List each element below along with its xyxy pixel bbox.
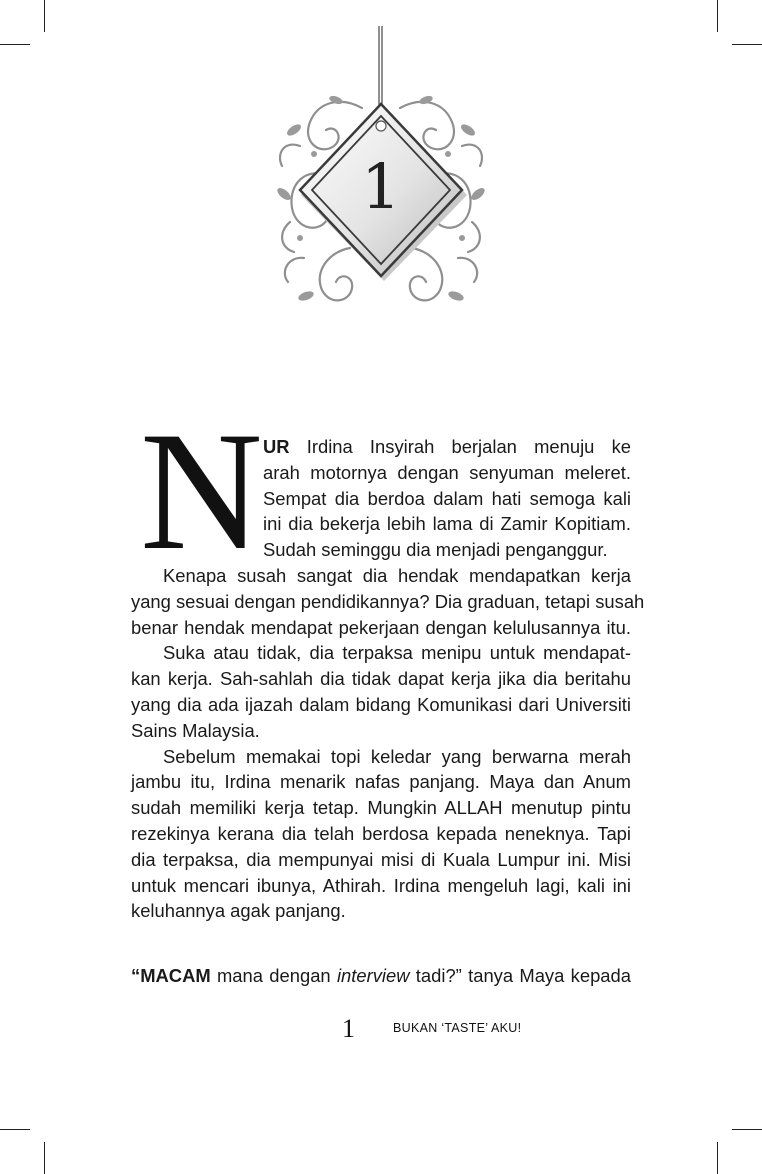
- text-line: dia terpaksa, dia mempunyai misi di Kuala Lumpur ini. Misi: [131, 848, 631, 870]
- text-line: yang dia ada ijazah dalam bidang Komunikasi dari Universiti: [131, 693, 631, 715]
- drop-cap: N: [140, 397, 263, 585]
- chapter-number: 1: [361, 150, 401, 223]
- dialogue-line: “MACAM mana dengan interview tadi?” tanya Maya kepada: [131, 965, 631, 986]
- crop-mark-bottom-right-vertical: [717, 1142, 718, 1174]
- text-line: Kenapa susah sangat dia hendak mendapatkan kerja: [163, 564, 631, 586]
- crop-mark-top-right-horizontal: [732, 44, 762, 45]
- text-line: Suka atau tidak, dia terpaksa menipu untuk mendapat-: [163, 642, 631, 664]
- crop-mark-top-left-horizontal: [0, 44, 30, 45]
- page-number: 1: [342, 1014, 355, 1043]
- text-line: arah motornya dengan senyuman meleret.: [263, 461, 631, 483]
- text-line: Sempat dia berdoa dalam hati semoga kali: [263, 487, 631, 509]
- hanging-string: [379, 26, 382, 106]
- text-line: kan kerja. Sah-sahlah dia tidak dapat kerja jika dia beritahu: [131, 668, 631, 690]
- tag-hole: [376, 121, 386, 131]
- text-line: UR Irdina Insyirah berjalan menuju ke: [263, 436, 631, 457]
- running-title: BUKAN ‘TASTE’ AKU!: [393, 1021, 522, 1035]
- crop-mark-bottom-right-horizontal: [732, 1129, 762, 1130]
- dialogue-lead-word: “MACAM: [131, 965, 211, 986]
- crop-mark-top-right-vertical: [717, 0, 718, 32]
- text-line: rezekinya kerana dia telah berdosa kepada neneknya. Tapi: [131, 822, 631, 844]
- text-line: keluhannya agak panjang.: [131, 900, 346, 922]
- text-line: untuk mencari ibunya, Athirah. Irdina mengeluh lagi, kali ini: [131, 874, 631, 896]
- body-text: [131, 434, 645, 924]
- text-line: Sudah seminggu dia menjadi penganggur.: [263, 539, 608, 561]
- text-line: sudah memiliki kerja tetap. Mungkin ALLAH menutup pintu: [131, 797, 631, 819]
- italic-word: interview: [336, 965, 410, 986]
- text-line: Sebelum memakai topi keledar yang berwarna merah: [163, 745, 631, 767]
- lead-word: UR: [263, 436, 290, 457]
- crop-mark-bottom-left-horizontal: [0, 1129, 30, 1130]
- text-line: yang sesuai dengan pendidikannya? Dia graduan, tetapi susah: [131, 590, 645, 612]
- crop-mark-top-left-vertical: [44, 0, 45, 32]
- text-line: benar hendak mendapat pekerjaan dengan kelulusannya itu.: [131, 616, 631, 638]
- crop-mark-bottom-left-vertical: [44, 1142, 45, 1174]
- text-line: jambu itu, Irdina menarik nafas panjang. Maya dan Anum: [131, 771, 631, 793]
- text-line: ini dia bekerja lebih lama di Zamir Kopitiam.: [263, 513, 631, 535]
- text-line: Sains Malaysia.: [131, 719, 260, 741]
